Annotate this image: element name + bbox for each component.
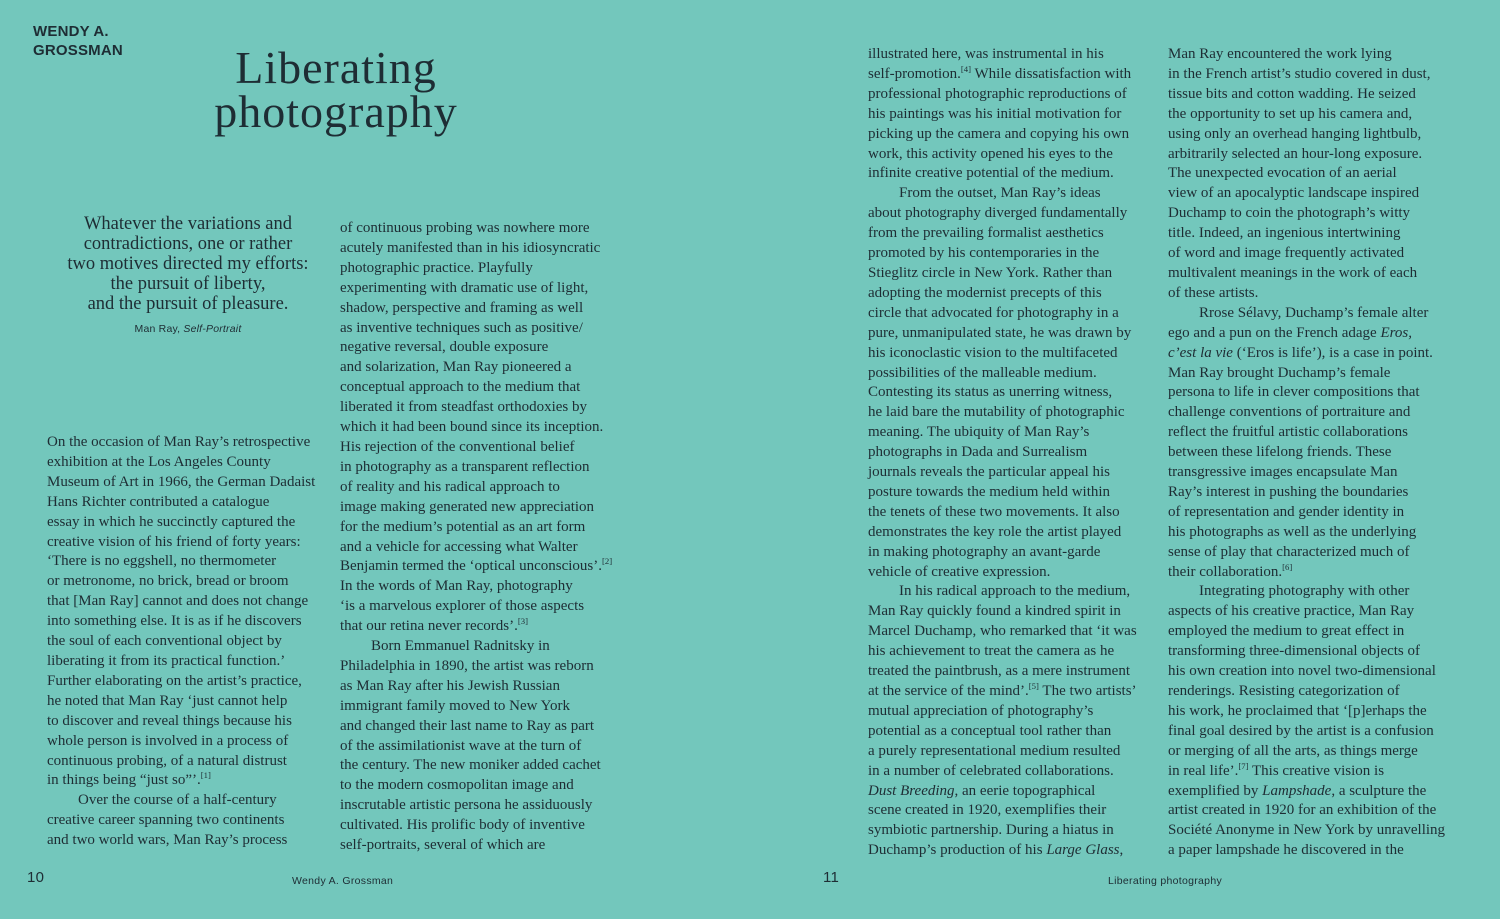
text-line: the century. The new moniker added cachet — [340, 757, 601, 774]
text-line: which it had been bound since its inception. — [340, 419, 604, 436]
text-line: potential as a conceptual tool rather than — [868, 722, 1112, 739]
text-line: in the French artist’s studio covered in dust, — [1168, 65, 1431, 82]
text-line: transforming three-dimensional objects of — [1168, 643, 1421, 660]
text-line: GROSSMAN — [33, 42, 123, 59]
text-line: Stieglitz circle in New York. Rather than — [868, 264, 1113, 281]
text-line: Over the course of a half-century — [78, 792, 277, 809]
text-line: exhibition at the Los Angeles County — [47, 453, 271, 470]
text-line: Duchamp to coin the photograph’s witty — [1168, 205, 1411, 222]
text-line: liberating it from its practical function.’ — [47, 652, 286, 669]
text-line: symbiotic partnership. During a hiatus in — [868, 822, 1114, 839]
text-line: the opportunity to set up his camera and, — [1168, 105, 1413, 122]
text-line: meaning. The ubiquity of Man Ray’s — [868, 424, 1090, 441]
text-line: vehicle of creative expression. — [868, 563, 1051, 580]
text-line: at the service of the mind’.[5] The two artists’ — [868, 681, 1137, 699]
text-line: his paintings was his initial motivation for — [868, 105, 1122, 122]
text-line: His rejection of the conventional belief — [340, 438, 575, 455]
text-line: Benjamin termed the ‘optical unconscious’.[2] — [340, 556, 613, 575]
essay-title — [111, 42, 561, 137]
text-line: tissue bits and cotton wadding. He seized — [1168, 85, 1416, 102]
text-line: On the occasion of Man Ray’s retrospective — [47, 434, 311, 450]
text-line: and a vehicle for accessing what Walter — [340, 538, 578, 555]
text-line: the tenets of these two movements. It also — [868, 503, 1120, 520]
text-line: The unexpected evocation of an aerial — [1168, 165, 1397, 182]
text-line: he laid bare the mutability of photographic — [868, 404, 1125, 421]
text-line: aspects of his creative practice, Man Ray — [1168, 603, 1415, 620]
text-line: c’est la vie (‘Eros is life’), is a case in point. — [1168, 344, 1433, 361]
text-line: treated the paintbrush, as a mere instrument — [868, 663, 1130, 680]
text-line: final goal desired by the artist is a confusion — [1168, 722, 1434, 739]
text-line: image making generated new appreciation — [340, 498, 595, 515]
text-line: promoted by his contemporaries in the — [868, 245, 1100, 262]
text-line: contradictions, one or rather — [83, 233, 293, 254]
text-line: and the pursuit of pleasure. — [87, 293, 289, 314]
text-line: Rrose Sélavy, Duchamp’s female alter — [1199, 304, 1429, 321]
text-line: and solarization, Man Ray pioneered a — [340, 359, 572, 376]
text-line: that our retina never records’.[3] — [340, 616, 528, 635]
author-name — [33, 22, 123, 60]
text-line: ‘is a marvelous explorer of those aspects — [340, 598, 585, 615]
text-line: about photography diverged fundamentally — [868, 205, 1128, 222]
text-line: professional photographic reproductions of — [868, 85, 1127, 102]
text-line: or merging of all the arts, as things merge — [1168, 742, 1418, 759]
text-line: employed the medium to great effect in — [1168, 623, 1405, 640]
text-line: in photography as a transparent reflection — [340, 458, 590, 475]
text-line: Ray’s interest in pushing the boundaries — [1168, 483, 1409, 500]
text-line: immigrant family moved to New York — [340, 697, 570, 714]
text-line: Philadelphia in 1890, the artist was reborn — [340, 657, 594, 674]
text-line: their collaboration.[6] — [1168, 561, 1293, 580]
text-line: Further elaborating on the artist’s practice, — [47, 672, 302, 689]
text-line: creative vision of his friend of forty years: — [47, 533, 301, 550]
text-line: using only an overhead hanging lightbulb, — [1168, 125, 1422, 142]
text-line: Liberating — [235, 42, 437, 93]
text-line: to the modern cosmopolitan image and — [340, 777, 574, 794]
text-line: into something else. It is as if he discovers — [47, 613, 302, 630]
text-line: shadow, perspective and framing as well — [340, 299, 584, 316]
text-line: view of an apocalyptic landscape inspired — [1168, 185, 1420, 202]
right-page-column-1 — [868, 45, 1137, 861]
text-line: Duchamp’s production of his Large Glass, — [868, 842, 1124, 859]
text-line: creative career spanning two continents — [47, 812, 285, 829]
text-line: picking up the camera and copying his own — [868, 125, 1130, 142]
text-line: Contesting its status as unerring witness, — [868, 384, 1113, 401]
text-line: Integrating photography with other — [1199, 583, 1410, 600]
text-line: inscrutable artistic persona he assiduously — [340, 797, 593, 814]
text-line: scene created in 1920, exemplifies their — [868, 802, 1107, 819]
text-line: between these lifelong friends. These — [1168, 444, 1392, 461]
text-line: mutual appreciation of photography’s — [868, 702, 1094, 719]
text-line: Whatever the variations and — [83, 214, 293, 234]
text-line: two motives directed my efforts: — [67, 253, 309, 274]
right-page-number: 11 — [823, 869, 840, 886]
text-line: self-portraits, several of which are — [340, 837, 546, 854]
text-line: demonstrates the key role the artist played — [868, 523, 1122, 540]
text-line: ego and a pun on the French adage Eros, — [1168, 324, 1412, 341]
text-line: in things being “just so”’.[1] — [47, 770, 211, 789]
text-line: essay in which he succinctly captured the — [47, 513, 296, 530]
text-line: illustrated here, was instrumental in his — [868, 46, 1104, 62]
text-line: In his radical approach to the medium, — [899, 583, 1131, 600]
text-line: negative reversal, double exposure — [340, 339, 549, 356]
text-line: liberated it from steadfast orthodoxies by — [340, 399, 588, 416]
text-line: Hans Richter contributed a catalogue — [47, 493, 270, 510]
text-line: he noted that Man Ray ‘just cannot help — [47, 692, 288, 709]
right-page-column-2 — [1168, 45, 1445, 861]
text-line: the soul of each conventional object by — [47, 633, 282, 650]
text-line: circle that advocated for photography in a — [868, 304, 1119, 321]
text-line: of representation and gender identity in — [1168, 503, 1405, 520]
text-line: his work, he proclaimed that ‘[p]erhaps the — [1168, 702, 1427, 719]
text-line: From the outset, Man Ray’s ideas — [899, 185, 1101, 202]
left-page-number: 10 — [27, 869, 45, 886]
text-line: journals reveals the particular appeal his — [868, 464, 1110, 481]
text-line: persona to life in clever compositions that — [1168, 384, 1420, 401]
text-line: of these artists. — [1168, 284, 1259, 301]
quote-attribution — [32, 323, 344, 335]
text-line: Dust Breeding, an eerie topographical — [868, 782, 1096, 799]
text-line: or metronome, no brick, bread or broom — [47, 573, 289, 590]
text-line: in making photography an avant-garde — [868, 543, 1101, 560]
text-line: of reality and his radical approach to — [340, 478, 560, 495]
text-line: in real life’.[7] This creative vision is — [1168, 760, 1385, 779]
right-running-title: Liberating photography — [1108, 875, 1223, 887]
text-line: of word and image frequently activated — [1168, 245, 1405, 262]
text-line: sense of play that characterized much of — [1168, 543, 1410, 560]
text-line: of continuous probing was nowhere more — [340, 220, 590, 236]
text-line: acutely manifested than in his idiosyncratic — [340, 239, 601, 256]
text-line: title. Indeed, an ingenious intertwining — [1168, 225, 1401, 242]
text-line: work, this activity opened his eyes to the — [868, 145, 1113, 162]
text-line: cultivated. His prolific body of inventive — [340, 817, 585, 834]
text-line: Man Ray encountered the work lying — [1168, 46, 1392, 62]
text-line: photography — [214, 86, 458, 137]
pull-quote — [32, 215, 344, 315]
text-line: arbitrarily selected an hour-long exposure. — [1168, 145, 1423, 162]
text-line: Born Emmanuel Radnitsky in — [371, 638, 550, 655]
text-line: Man Ray brought Duchamp’s female — [1168, 364, 1391, 381]
text-line: that [Man Ray] cannot and does not change — [47, 593, 309, 610]
text-line: infinite creative potential of the medium. — [868, 165, 1114, 182]
text-line: from the prevailing formalist aesthetics — [868, 225, 1104, 242]
text-line: and changed their last name to Ray as part — [340, 717, 595, 734]
text-line: multivalent meanings in the work of each — [1168, 264, 1418, 281]
text-line: adopting the modernist precepts of this — [868, 284, 1102, 301]
text-line: of the assimilationist wave at the turn of — [340, 737, 582, 754]
text-line: posture towards the medium held within — [868, 483, 1111, 500]
text-line: whole person is involved in a process of — [47, 732, 289, 749]
text-line: to discover and reveal things because his — [47, 712, 292, 729]
text-line: Marcel Duchamp, who remarked that ‘it was — [868, 623, 1137, 640]
text-line: exemplified by Lampshade, a sculpture the — [1168, 782, 1427, 799]
text-line: challenge conventions of portraiture and — [1168, 404, 1411, 421]
text-line: In the words of Man Ray, photography — [340, 578, 573, 595]
text-line: as Man Ray after his Jewish Russian — [340, 677, 560, 694]
text-line: self-promotion.[4] While dissatisfaction with — [868, 63, 1132, 82]
text-line: Man Ray, Self-Portrait — [134, 323, 242, 335]
text-line: pure, unmanipulated state, he was drawn by — [868, 324, 1132, 341]
text-line: a purely representational medium resulted — [868, 742, 1121, 759]
text-line: artist created in 1920 for an exhibition of the — [1168, 802, 1437, 819]
text-line: Man Ray quickly found a kindred spirit in — [868, 603, 1121, 620]
left-page-column-2 — [340, 219, 612, 856]
text-line: possibilities of the malleable medium. — [868, 364, 1097, 381]
text-line: in a number of celebrated collaborations. — [868, 762, 1114, 779]
text-line: photographs in Dada and Surrealism — [868, 444, 1088, 461]
text-line: WENDY A. — [33, 23, 109, 40]
text-line: his iconoclastic vision to the multifaceted — [868, 344, 1118, 361]
text-line: the pursuit of liberty, — [110, 273, 266, 294]
text-line: for the medium’s potential as an art form — [340, 518, 586, 535]
text-line: conceptual approach to the medium that — [340, 379, 581, 396]
text-line: continuous probing, of a natural distrust — [47, 752, 287, 769]
text-line: a paper lampshade he discovered in the — [1168, 842, 1404, 859]
text-line: and two world wars, Man Ray’s process — [47, 832, 288, 849]
text-line: renderings. Resisting categorization of — [1168, 683, 1400, 699]
text-line: ‘There is no eggshell, no thermometer — [47, 553, 277, 570]
text-line: his achievement to treat the camera as he — [868, 643, 1115, 660]
text-line: Société Anonyme in New York by unravelling — [1168, 822, 1446, 839]
text-line: his photographs as well as the underlying — [1168, 523, 1417, 540]
text-line: experimenting with dramatic use of light, — [340, 279, 589, 296]
text-line: reflect the fruitful artistic collaborations — [1168, 424, 1408, 441]
text-line: Museum of Art in 1966, the German Dadaist — [47, 473, 316, 490]
text-line: his own creation into novel two-dimensional — [1168, 663, 1436, 680]
left-running-title: Wendy A. Grossman — [292, 875, 394, 887]
left-page-column-1 — [47, 433, 315, 851]
text-line: transgressive images encapsulate Man — [1168, 464, 1398, 481]
text-line: photographic practice. Playfully — [340, 259, 533, 276]
text-line: as inventive techniques such as positive/ — [340, 319, 583, 336]
